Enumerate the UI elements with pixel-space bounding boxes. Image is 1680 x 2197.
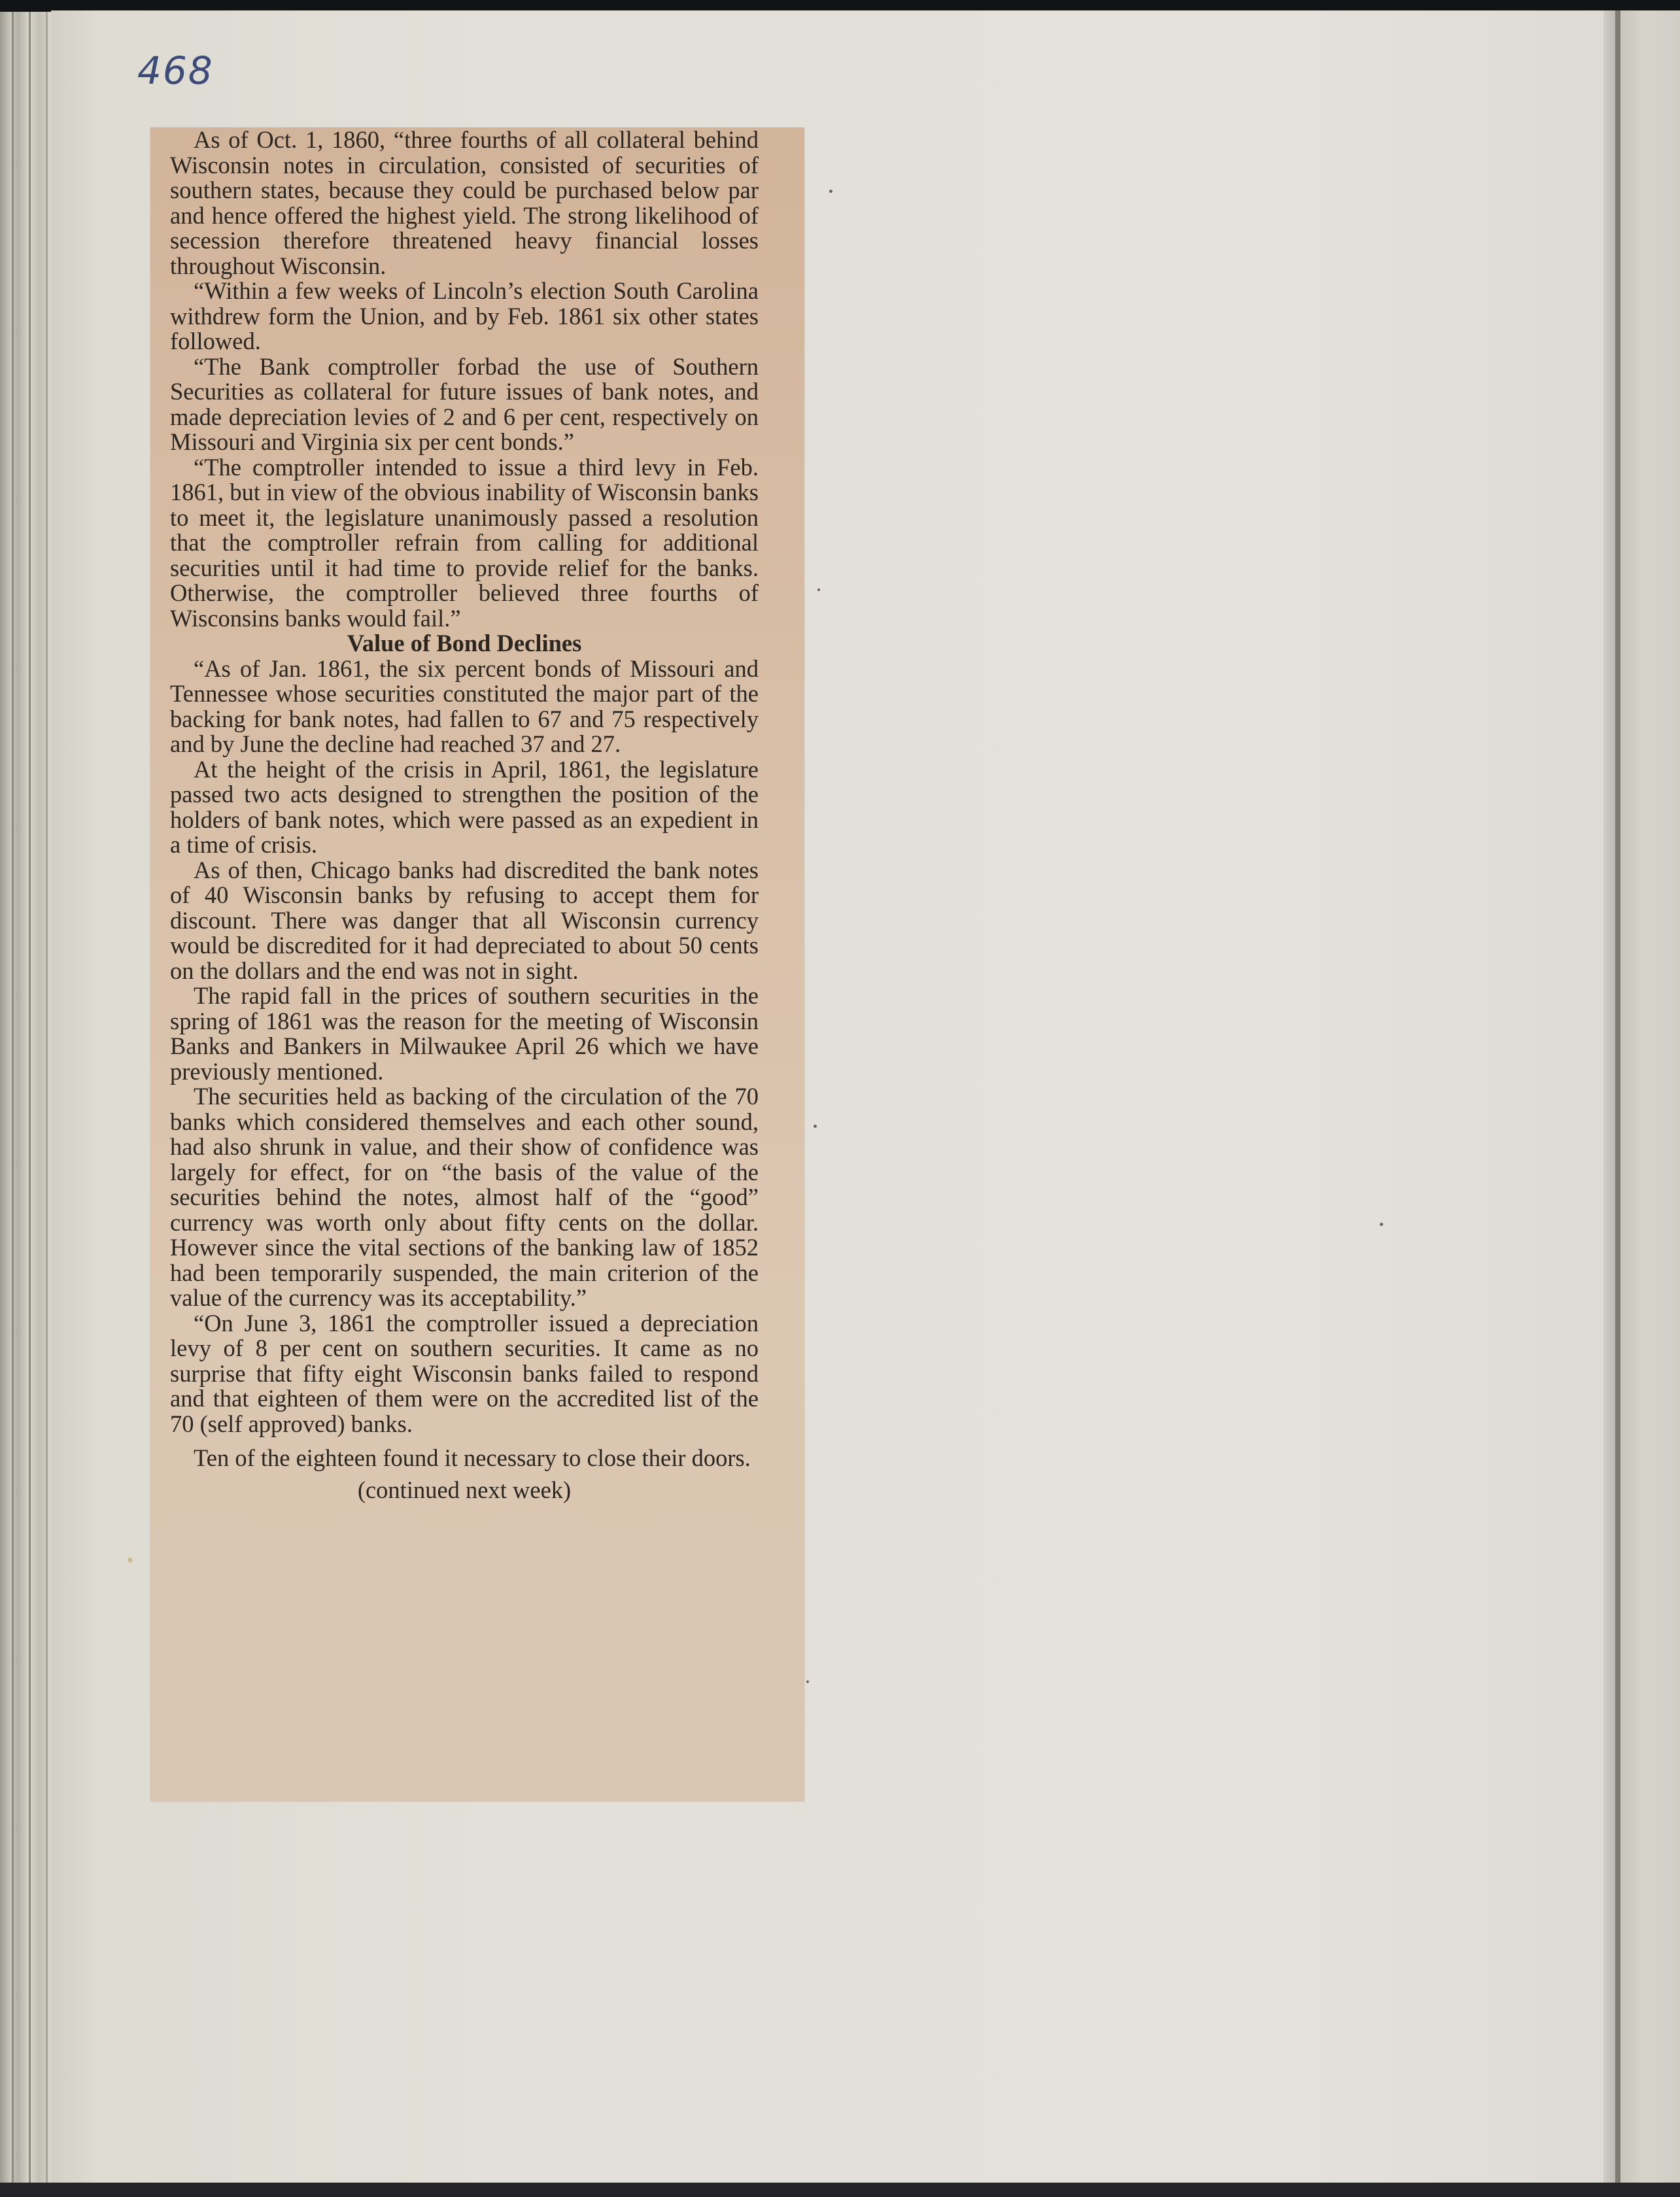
article-closing-paragraph: Ten of the eighteen found it necessary to close their doors.: [194, 1444, 751, 1471]
continued-note: (continued next week): [357, 1476, 572, 1503]
article-paragraph: “The comptroller intended to issue a third levy in Feb. 1861, but in view of the obvious inability of Wisconsin banks to meet it, the legislature unanimously passed a resolution that the comptroller refrain from calling for additional securities until it had time to provide relief for the banks. Otherwise, the comptroller believed three fourths of Wisconsins banks would fail.”: [170, 453, 759, 632]
article-subheading: Value of Bond Declines: [347, 630, 582, 656]
article-paragraph: The rapid fall in the prices of southern securities in the spring of 1861 was the reason for the meeting of Wisconsin Banks and Bankers in Milwaukee April 26 which we have previously mentioned.: [170, 982, 759, 1085]
book-binding-gutter: [0, 12, 52, 2184]
newspaper-clipping: [150, 128, 804, 1801]
article-paragraph: “Within a few weeks of Lincoln’s election South Carolina withdrew form the Union, and by Feb. 1861 six other states followed.: [170, 277, 759, 354]
article-paragraph: At the height of the crisis in April, 1861, the legislature passed two acts designed to strengthen the position of the holders of bank notes, which were passed as an expedient in a time of crisis.: [170, 755, 759, 858]
next-page-edge: [1620, 10, 1680, 2185]
page-edge: [1603, 10, 1615, 2185]
article-paragraph: As of then, Chicago banks had discredited the bank notes of 40 Wisconsin banks by refusing to accept them for discount. There was danger that all Wisconsin currency would be discredited for it had depreciated to about 50 cents on the dollars and the end was not in sight.: [170, 856, 759, 984]
article-paragraph: As of Oct. 1, 1860, “three fourths of all collateral behind Wisconsin notes in circulation, consisted of securities of southern states, because they could be purchased below par and hence offered the highest yield. The strong likelihood of secession therefore threatened heavy financial losses throughout Wisconsin.: [170, 126, 759, 279]
page-number: 468: [137, 48, 214, 93]
article-paragraph: “As of Jan. 1861, the six percent bonds of Missouri and Tennessee whose securities constituted the major part of the backing for bank notes, had fallen to 67 and 75 respectively and by June the decline had reached 37 and 27.: [170, 655, 759, 757]
clipping-article-text: [170, 128, 759, 1503]
article-paragraph: “On June 3, 1861 the comptroller issued a depreciation levy of 8 per cent on southern securities. It came as no surprise that fifty eight Wisconsin banks failed to respond and that eighteen of them were on the accredited list of the 70 (self approved) banks.: [170, 1309, 759, 1437]
article-paragraph: The securities held as backing of the circulation of the 70 banks which considered themselves and each other sound, had also shrunk in value, and their show of confidence was largely for effect, for on “the basis of the value of the securities behind the notes, almost half of the “good” currency was worth only about fifty cents on the dollar. However since the vital sections of the banking law of 1852 had been temporarily suspended, the main criterion of the value of the currency was its acceptability.”: [170, 1083, 759, 1311]
binding-fold-line: [29, 12, 31, 2184]
article-paragraph: “The Bank comptroller forbad the use of Southern Securities as collateral for future issues of bank notes, and made depreciation levies of 2 and 6 per cent, respectively on Missouri and Virginia six per cent bonds.”: [170, 352, 759, 455]
scan-bottom-border: [0, 2183, 1680, 2197]
binding-fold-line: [12, 12, 14, 2184]
binding-fold-line: [46, 12, 48, 2184]
page-edge-shadow: [1615, 10, 1620, 2185]
